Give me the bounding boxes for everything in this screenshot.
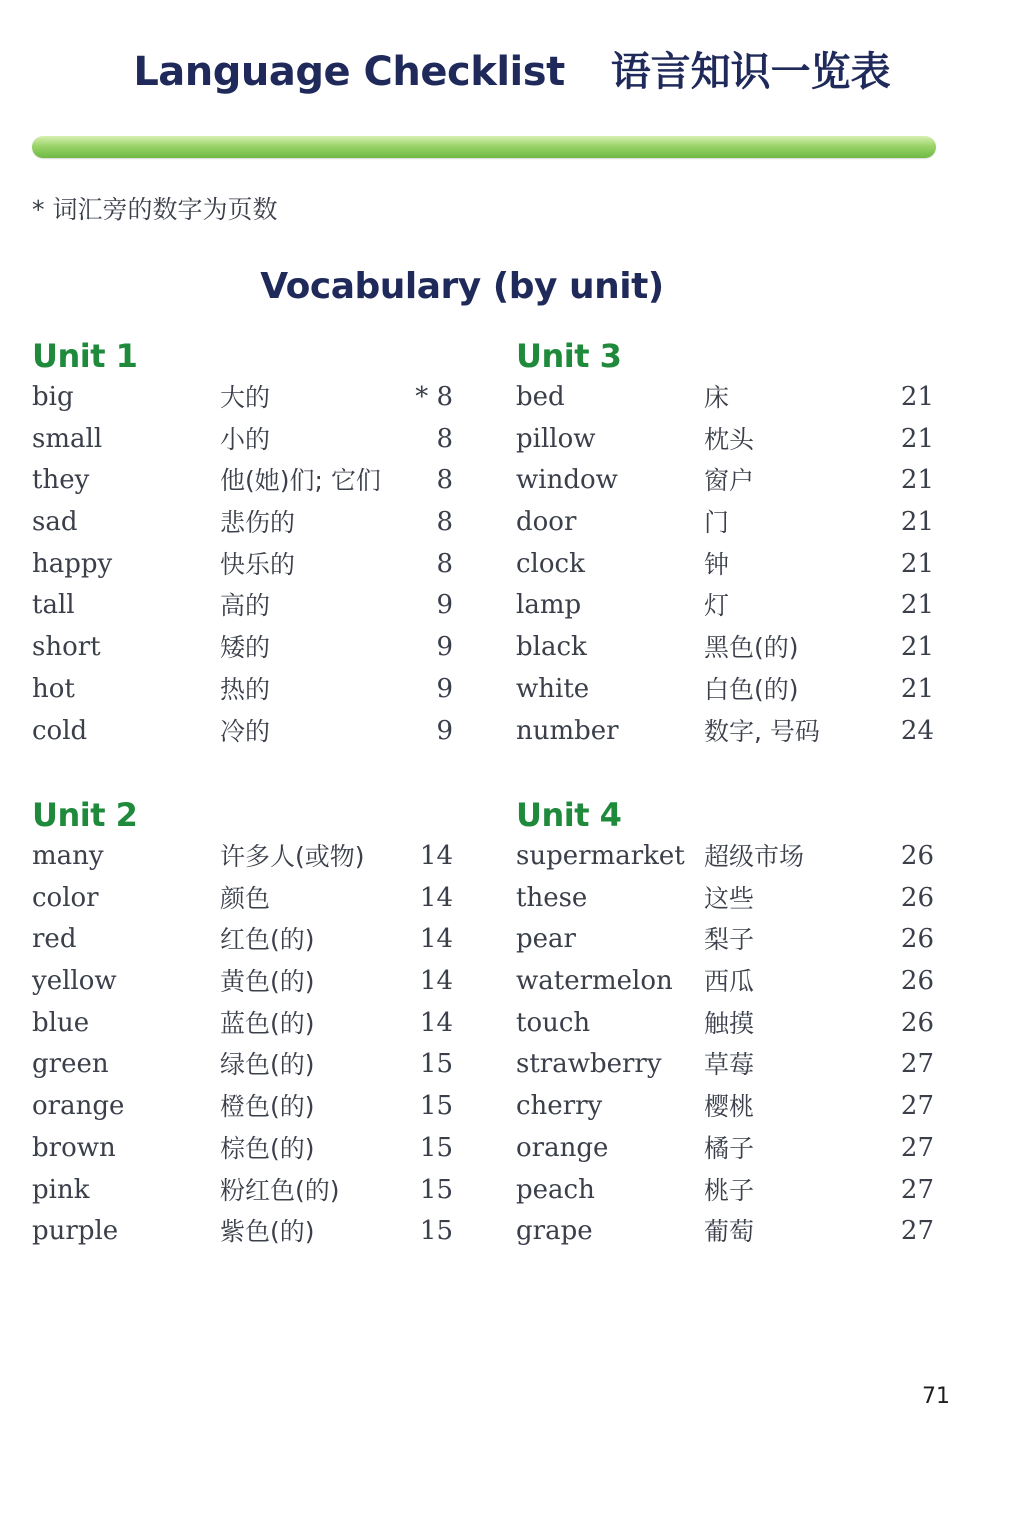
- vocab-row: [32, 1003, 453, 1045]
- vocab-row: [516, 961, 934, 1003]
- word-chinese: 粉红色(的): [220, 1175, 340, 1205]
- word-chinese: 他(她)们; 它们: [220, 466, 381, 496]
- unit-3-section: [516, 335, 934, 752]
- word-english: tall: [32, 590, 75, 621]
- vocab-row: [516, 1003, 934, 1045]
- word-chinese: 红色(的): [220, 925, 315, 955]
- word-english: these: [516, 882, 588, 913]
- title-english: Language Checklist: [133, 49, 565, 95]
- vocab-row: [516, 836, 934, 878]
- word-chinese: 小的: [220, 424, 271, 454]
- word-chinese: 快乐的: [220, 549, 296, 579]
- word-english: color: [32, 882, 99, 913]
- word-page: 21: [900, 590, 934, 621]
- word-page: 27: [900, 1049, 934, 1080]
- word-english: supermarket: [516, 841, 685, 871]
- word-chinese: 草莓: [704, 1050, 755, 1080]
- word-page: 14: [419, 966, 453, 997]
- unit-heading: Unit 3: [516, 337, 622, 375]
- word-page: 15: [419, 1174, 453, 1205]
- word-page: 27: [900, 1174, 934, 1205]
- word-english: clock: [516, 548, 585, 579]
- word-english: cold: [32, 715, 88, 746]
- word-english: pillow: [516, 423, 596, 454]
- word-english: red: [32, 924, 77, 955]
- word-chinese: 黑色(的): [704, 633, 799, 663]
- word-english: pink: [32, 1174, 90, 1205]
- word-page: 21: [900, 382, 934, 412]
- word-page: 14: [419, 1007, 453, 1038]
- word-chinese: 许多人(或物): [220, 842, 365, 871]
- unit-heading: Unit 1: [32, 337, 138, 375]
- word-english: pear: [516, 924, 576, 955]
- vocab-row: [516, 878, 934, 920]
- word-page: 9: [436, 632, 453, 663]
- word-chinese: 门: [704, 508, 730, 538]
- vocab-row: [516, 585, 934, 627]
- vocab-row: [32, 919, 453, 961]
- word-english: short: [32, 632, 101, 663]
- word-page: 21: [900, 507, 934, 538]
- unit-heading: Unit 2: [32, 796, 138, 834]
- word-english: brown: [32, 1132, 116, 1163]
- vocabulary-heading: Vocabulary (by unit): [260, 266, 664, 307]
- vocab-row: [516, 1170, 934, 1212]
- vocab-row: [516, 460, 934, 502]
- word-english: small: [32, 423, 103, 454]
- word-page: 14: [419, 924, 453, 955]
- vocab-row: [32, 1044, 453, 1086]
- word-english: grape: [516, 1216, 593, 1247]
- vocab-row: [32, 377, 453, 419]
- vocab-row: [516, 377, 934, 419]
- word-english: happy: [32, 548, 113, 579]
- word-page: 8: [436, 465, 453, 496]
- word-page: 14: [419, 882, 453, 913]
- word-chinese: 钟: [704, 549, 730, 579]
- vocab-row: [32, 544, 453, 586]
- word-chinese: 桃子: [704, 1175, 755, 1205]
- word-page: 15: [419, 1216, 453, 1247]
- word-chinese: 灯: [704, 591, 730, 621]
- word-page: 27: [900, 1132, 934, 1163]
- word-page: 8: [436, 423, 453, 454]
- vocab-row: [516, 419, 934, 461]
- word-english: blue: [32, 1007, 90, 1038]
- word-chinese: 悲伤的: [220, 508, 296, 538]
- word-chinese: 这些: [704, 883, 755, 913]
- title-divider-bar: [32, 136, 936, 158]
- vocab-row: [32, 878, 453, 920]
- word-english: green: [32, 1049, 109, 1080]
- vocab-row: [516, 502, 934, 544]
- word-page: 26: [900, 841, 934, 871]
- vocab-row: [32, 669, 453, 711]
- word-chinese: 冷的: [220, 716, 271, 746]
- vocab-row: [516, 1211, 934, 1253]
- vocab-row: [32, 1086, 453, 1128]
- word-chinese: 窗户: [704, 466, 755, 496]
- vocab-row: [32, 1128, 453, 1170]
- word-english: hot: [32, 673, 75, 704]
- word-chinese: 紫色(的): [220, 1217, 315, 1247]
- word-page: 26: [900, 924, 934, 955]
- word-chinese: 大的: [220, 383, 271, 412]
- word-chinese: 樱桃: [704, 1092, 755, 1122]
- word-english: watermelon: [516, 966, 673, 997]
- word-chinese: 高的: [220, 591, 271, 621]
- word-chinese: 热的: [220, 674, 271, 704]
- word-page: 8: [436, 507, 453, 538]
- word-page: 27: [900, 1091, 934, 1122]
- unit-1-section: [32, 335, 453, 752]
- vocab-row: [516, 1044, 934, 1086]
- word-chinese: 数字, 号码: [704, 716, 820, 746]
- unit-heading: Unit 4: [516, 796, 622, 834]
- vocab-row: [32, 836, 453, 878]
- word-page: 26: [900, 882, 934, 913]
- page-number-note: * 词汇旁的数字为页数: [32, 195, 278, 224]
- word-chinese: 西瓜: [704, 967, 755, 997]
- vocab-row: [32, 1211, 453, 1253]
- vocab-row: [516, 669, 934, 711]
- vocab-row: [516, 627, 934, 669]
- word-english: purple: [32, 1216, 119, 1247]
- word-page: 24: [900, 715, 934, 746]
- word-chinese: 超级市场: [704, 842, 805, 871]
- vocab-row: [516, 1086, 934, 1128]
- unit-4-section: [516, 794, 934, 1253]
- word-page: 15: [419, 1091, 453, 1122]
- word-english: window: [516, 465, 618, 496]
- word-chinese: 矮的: [220, 633, 271, 663]
- vocab-row: [516, 711, 934, 753]
- word-page: 21: [900, 423, 934, 454]
- word-chinese: 枕头: [704, 424, 755, 454]
- word-chinese: 葡萄: [704, 1217, 755, 1247]
- word-page: 9: [436, 673, 453, 704]
- word-page: 21: [900, 465, 934, 496]
- word-english: black: [516, 632, 587, 663]
- vocab-row: [32, 585, 453, 627]
- word-page: 21: [900, 673, 934, 704]
- word-chinese: 床: [704, 383, 730, 412]
- page-title: [0, 40, 1024, 97]
- word-page: * 8: [415, 382, 453, 412]
- word-english: number: [516, 715, 619, 746]
- word-english: sad: [32, 507, 78, 538]
- word-chinese: 橘子: [704, 1133, 755, 1163]
- word-page: 9: [436, 715, 453, 746]
- word-chinese: 黄色(的): [220, 967, 315, 997]
- word-page: 21: [900, 548, 934, 579]
- word-chinese: 触摸: [704, 1008, 755, 1038]
- word-english: peach: [516, 1174, 595, 1205]
- vocab-row: [516, 1128, 934, 1170]
- word-english: strawberry: [516, 1049, 662, 1080]
- word-page: 14: [419, 841, 453, 871]
- word-chinese: 橙色(的): [220, 1092, 315, 1122]
- word-chinese: 白色(的): [704, 674, 799, 704]
- vocab-row: [32, 460, 453, 502]
- word-chinese: 梨子: [704, 925, 755, 955]
- word-page: 27: [900, 1216, 934, 1247]
- word-page: 21: [900, 632, 934, 663]
- word-chinese: 颜色: [220, 883, 271, 913]
- title-chinese: 语言知识一览表: [610, 49, 891, 95]
- word-english: orange: [516, 1132, 609, 1163]
- word-page: 8: [436, 548, 453, 579]
- word-page: 26: [900, 1007, 934, 1038]
- word-english: big: [32, 382, 74, 412]
- word-english: orange: [32, 1091, 125, 1122]
- word-english: bed: [516, 382, 565, 412]
- vocab-row: [32, 1170, 453, 1212]
- word-chinese: 绿色(的): [220, 1050, 315, 1080]
- vocab-row: [32, 711, 453, 753]
- vocab-row: [32, 961, 453, 1003]
- word-english: white: [516, 673, 590, 704]
- word-chinese: 蓝色(的): [220, 1008, 315, 1038]
- vocab-row: [516, 544, 934, 586]
- word-page: 9: [436, 590, 453, 621]
- page-number: 71: [922, 1384, 950, 1409]
- word-page: 15: [419, 1132, 453, 1163]
- word-english: cherry: [516, 1091, 603, 1122]
- word-english: yellow: [32, 966, 117, 997]
- word-english: lamp: [516, 590, 582, 621]
- word-english: many: [32, 841, 104, 871]
- word-english: touch: [516, 1007, 591, 1038]
- vocab-row: [32, 419, 453, 461]
- vocab-row: [516, 919, 934, 961]
- vocab-row: [32, 502, 453, 544]
- word-chinese: 棕色(的): [220, 1133, 315, 1163]
- vocab-row: [32, 627, 453, 669]
- unit-2-section: [32, 794, 453, 1253]
- word-page: 26: [900, 966, 934, 997]
- word-english: they: [32, 465, 90, 496]
- word-page: 15: [419, 1049, 453, 1080]
- word-english: door: [516, 507, 577, 538]
